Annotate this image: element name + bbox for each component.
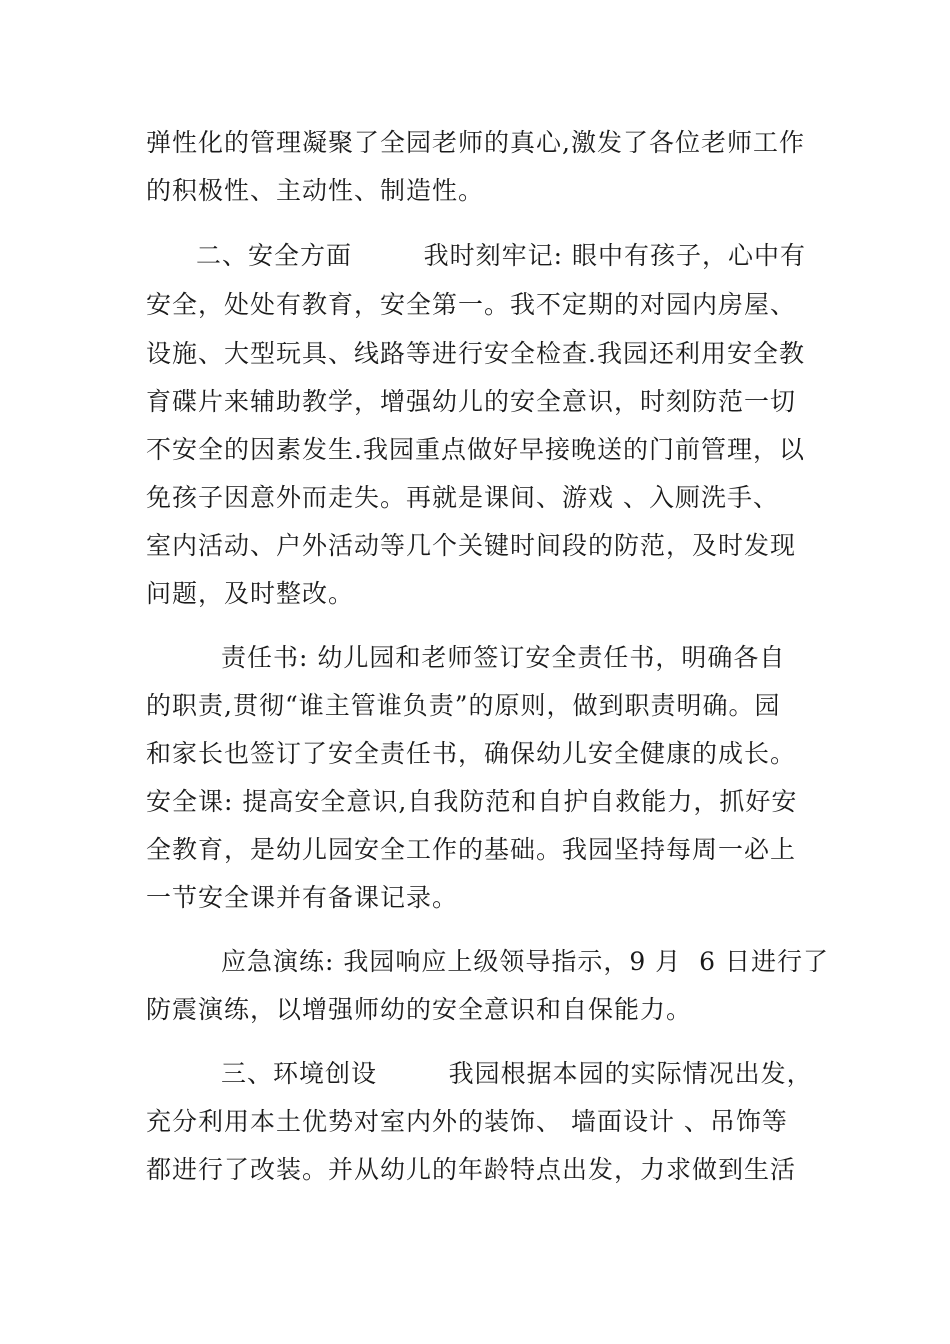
section-heading-line: 三、环境创设 我园根据本园的实际情况出发， [221, 1059, 813, 1088]
paragraph-start-line: 责任书: 幼儿园和老师签订安全责任书，明确各自 [221, 643, 786, 672]
text-line: 免孩子因意外而走失。再就是课间、游戏 、入厕洗手、 [146, 483, 779, 512]
text-line: 的积极性、主动性、制造性。 [146, 176, 485, 205]
section-heading-line: 二、安全方面 我时刻牢记: 眼中有孩子，心中有 [196, 241, 806, 270]
text-line: 全教育，是幼儿园安全工作的基础。我园坚持每周一必上 [146, 835, 797, 864]
text-line: 的职责,贯彻“谁主管谁负责”的原则，做到职责明确。园 [146, 691, 781, 720]
text-line: 防震演练，以增强师幼的安全意识和自保能力。 [146, 995, 693, 1024]
paragraph-start-line: 应急演练: 我园响应上级领导指示，9 月 6 日进行了 [221, 947, 829, 976]
text-line: 不安全的因素发生.我园重点做好早接晚送的门前管理，以 [146, 435, 805, 464]
text-line: 安全课: 提高安全意识,自我防范和自护自救能力，抓好安 [146, 787, 798, 816]
text-line: 问题，及时整改。 [146, 579, 355, 608]
text-line: 室内活动、户外活动等几个关键时间段的防范，及时发现 [146, 531, 797, 560]
text-line: 都进行了改装。并从幼儿的年龄特点出发，力求做到生活 [146, 1155, 797, 1184]
text-line: 安全，处处有教育，安全第一。我不定期的对园内房屋、 [146, 290, 797, 319]
text-line: 育碟片来辅助教学，增强幼儿的安全意识，时刻防范一切 [146, 387, 797, 416]
text-line: 一节安全课并有备课记录。 [146, 883, 459, 912]
text-line: 弹性化的管理凝聚了全园老师的真心,激发了各位老师工作 [146, 128, 805, 157]
text-line: 充分利用本土优势对室内外的装饰、 墙面设计 、吊饰等 [146, 1107, 788, 1136]
text-line: 和家长也签订了安全责任书，确保幼儿安全健康的成长。 [146, 739, 797, 768]
text-line: 设施、大型玩具、线路等进行安全检查.我园还利用安全教 [146, 339, 805, 368]
